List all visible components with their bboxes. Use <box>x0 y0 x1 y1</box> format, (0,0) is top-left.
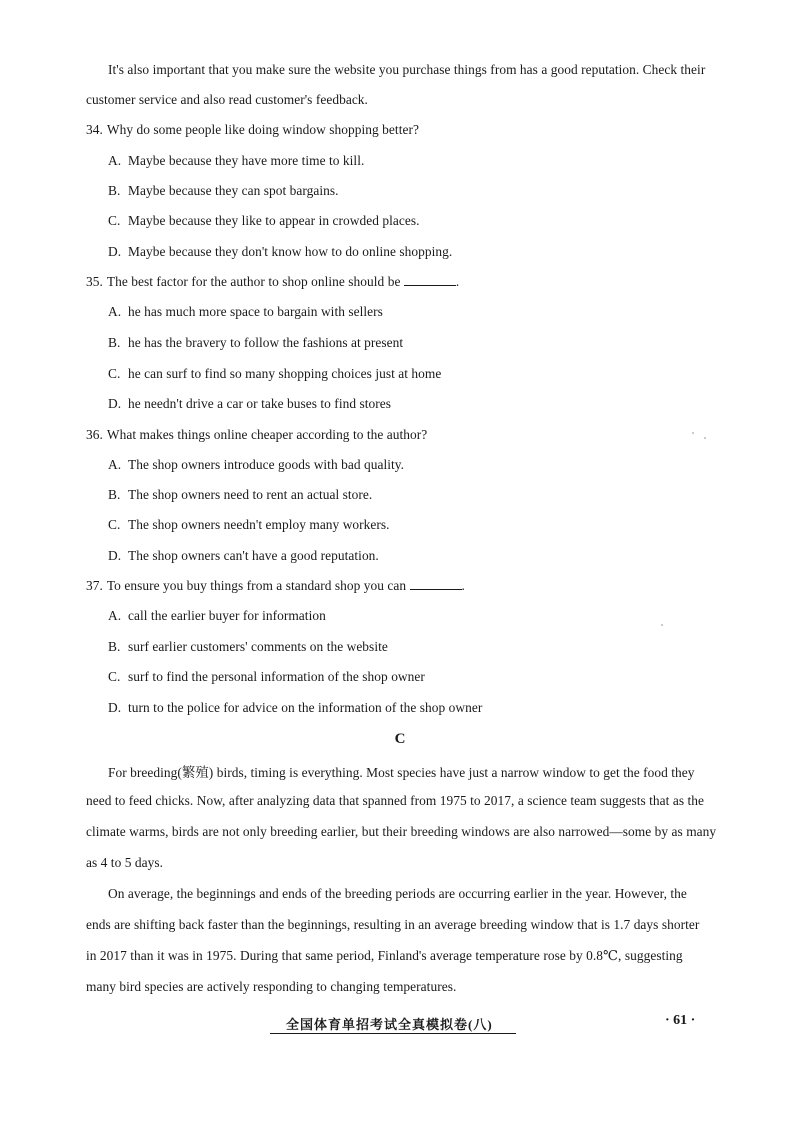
question-stem: What makes things online cheaper according to the author? <box>106 427 428 442</box>
option-text: he has much more space to bargain with sellers <box>128 304 383 319</box>
footer-title: 全国体育单招考试全真模拟卷(八) <box>286 1017 493 1032</box>
q34-option-a[interactable] <box>108 153 364 169</box>
option-text: Maybe because they have more time to kill. <box>128 153 365 168</box>
option-letter: C. <box>108 213 121 228</box>
q36-option-b[interactable] <box>108 487 372 503</box>
option-letter: A. <box>108 608 122 623</box>
page-number: · 61 · <box>665 1013 696 1028</box>
q37-option-d[interactable] <box>108 700 482 716</box>
option-letter: D. <box>108 700 122 715</box>
question-stem: Why do some people like doing window shopping better? <box>106 122 419 137</box>
q37-option-a[interactable] <box>108 608 326 624</box>
option-letter: C. <box>108 517 121 532</box>
scan-speck <box>704 437 706 439</box>
option-text: he needn't drive a car or take buses to find stores <box>128 396 392 411</box>
scan-speck <box>661 624 663 626</box>
option-letter: A. <box>108 457 122 472</box>
c-para2-line-1: On average, the beginnings and ends of the breeding periods are occurring earlier in the year. However, the <box>108 886 687 901</box>
question-37 <box>86 578 465 594</box>
q34-option-d[interactable] <box>108 244 452 260</box>
option-letter: A. <box>108 153 122 168</box>
option-letter: C. <box>108 669 121 684</box>
question-stem: To ensure you buy things from a standard shop you can <box>106 578 407 593</box>
footer-rule <box>270 1033 516 1034</box>
q37-option-b[interactable] <box>108 639 388 655</box>
answer-blank <box>410 579 462 590</box>
q36-option-c[interactable] <box>108 517 390 533</box>
c-para2-line-2: ends are shifting back faster than the beginnings, resulting in an average breeding window that is 1.7 days shorter <box>86 917 700 932</box>
option-letter: B. <box>108 487 121 502</box>
passage-b-line-1: It's also important that you make sure the website you purchase things from has a good reputation. Check their <box>108 62 706 77</box>
option-text: he has the bravery to follow the fashions at present <box>128 335 404 350</box>
c-para1-line-1: For breeding(繁殖) birds, timing is everything. Most species have just a narrow window to get the food they <box>108 765 695 780</box>
option-text: The shop owners introduce goods with bad quality. <box>128 457 405 472</box>
option-text: he can surf to find so many shopping choices just at home <box>128 366 442 381</box>
option-text: Maybe because they don't know how to do online shopping. <box>128 244 453 259</box>
stem-end: . <box>455 274 460 289</box>
question-36 <box>86 427 427 443</box>
option-letter: B. <box>108 639 121 654</box>
q34-option-c[interactable] <box>108 213 420 229</box>
q37-option-c[interactable] <box>108 669 425 685</box>
scan-speck <box>692 432 694 434</box>
q36-option-d[interactable] <box>108 548 379 564</box>
option-text: The shop owners can't have a good reputation. <box>128 548 379 563</box>
option-letter: B. <box>108 183 121 198</box>
q36-option-a[interactable] <box>108 457 404 473</box>
c-para1-line-3: climate warms, birds are not only breeding earlier, but their breeding windows are also narrowed—some by as many <box>86 824 717 839</box>
c-para2-line-3: in 2017 than it was in 1975. During that same period, Finland's average temperature rose by 0.8℃, suggesting <box>86 948 683 963</box>
c-para2-line-4: many bird species are actively responding to changing temperatures. <box>86 979 457 994</box>
option-letter: B. <box>108 335 121 350</box>
question-35 <box>86 274 459 290</box>
q35-option-c[interactable] <box>108 366 441 382</box>
question-number: 37. <box>86 578 103 593</box>
option-letter: C. <box>108 366 121 381</box>
c-para1-line-4: as 4 to 5 days. <box>86 855 163 870</box>
question-number: 34. <box>86 122 103 137</box>
q35-option-a[interactable] <box>108 304 383 320</box>
answer-blank <box>404 275 456 286</box>
option-letter: D. <box>108 548 122 563</box>
c-para1-line-2: need to feed chicks. Now, after analyzing data that spanned from 1975 to 2017, a science team suggests that as the <box>86 793 704 808</box>
option-text: The shop owners need to rent an actual store. <box>128 487 373 502</box>
passage-b-line-2: customer service and also read customer's feedback. <box>86 92 368 107</box>
q35-option-d[interactable] <box>108 396 391 412</box>
stem-end: . <box>461 578 465 593</box>
q35-option-b[interactable] <box>108 335 403 351</box>
option-text: Maybe because they like to appear in crowded places. <box>128 213 420 228</box>
option-text: Maybe because they can spot bargains. <box>128 183 339 198</box>
option-text: turn to the police for advice on the information of the shop owner <box>128 700 483 715</box>
option-text: surf to find the personal information of the shop owner <box>128 669 425 684</box>
q34-option-b[interactable] <box>108 183 339 199</box>
option-letter: D. <box>108 396 122 411</box>
option-text: The shop owners needn't employ many workers. <box>128 517 390 532</box>
question-number: 36. <box>86 427 103 442</box>
option-text: surf earlier customers' comments on the website <box>128 639 388 654</box>
question-34 <box>86 122 419 138</box>
question-number: 35. <box>86 274 103 289</box>
question-stem: The best factor for the author to shop online should be <box>106 274 401 289</box>
option-text: call the earlier buyer for information <box>128 608 326 623</box>
option-letter: A. <box>108 304 122 319</box>
section-heading-c: C <box>394 731 406 747</box>
option-letter: D. <box>108 244 122 259</box>
